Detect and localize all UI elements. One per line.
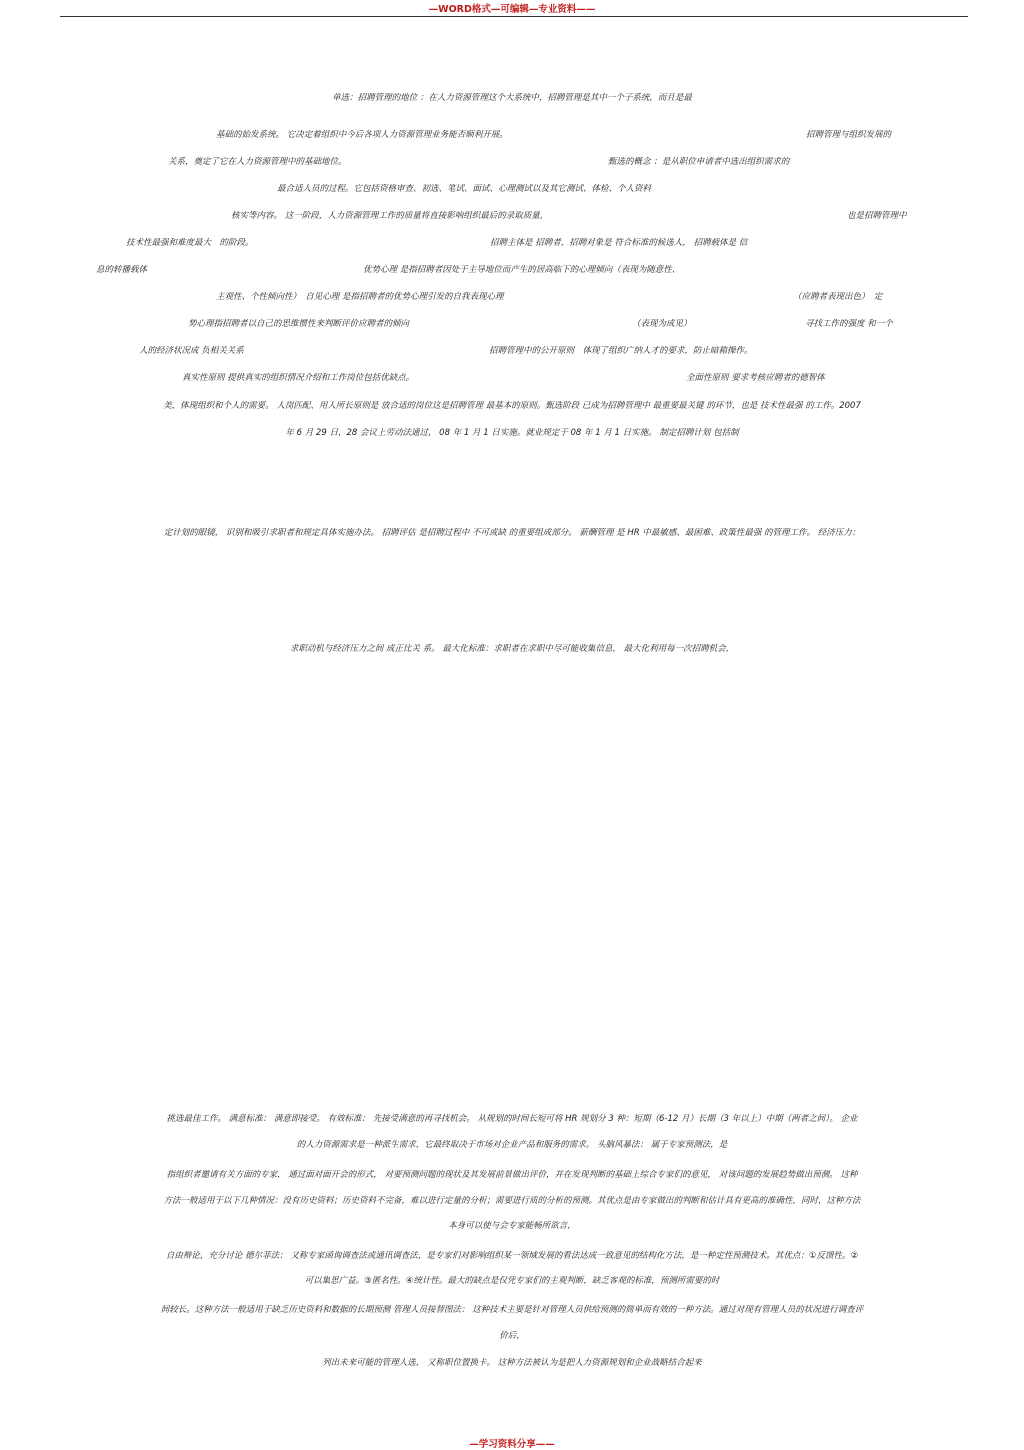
text-line: 主观性、个性倾向性） 自见心理 是指招聘者的优势心理引发的自我表现心理	[216, 292, 504, 302]
text-line: （应聘者表现出色） 定	[793, 292, 883, 302]
text-line: 定计划的眼镜， 识别和吸引求职者和规定具体实施办法。 招聘评估 是招聘过程中 不可或缺 的重要组成部分。 薪酬管理 是 HR 中最敏感、最困难、政策性最强 的管理工作。 经济压力：	[163, 528, 861, 538]
text-line: 年 6 月 29 日，28 会议上劳动法通过， 08 年 1 月 1 日实施。就业规定于 08 年 1 月 1 日实施。 制定招聘计划 包括制	[285, 428, 739, 438]
text-line: 真实性原则 提供真实的组织情况介绍和工作岗位包括优缺点。	[182, 373, 415, 383]
text-line: 间较长。这种方法一般适用于缺乏历史资料和数据的长期预测 管理人员接替图法： 这种技术主要是针对管理人员供给预测的简单而有效的一种方法。通过对现有管理人员的状况进行调查评	[160, 1305, 864, 1315]
text-line: 核实等内容。 这一阶段，人力资源管理工作的质量将直接影响组织最后的录取质量，	[231, 211, 549, 221]
text-line: 招聘主体是 招聘者，招聘对象是 符合标准的候选人， 招聘载体是 信	[490, 238, 748, 248]
text-line: 方法一般适用于以下几种情况：没有历史资料；历史资料不完备，难以进行定量的分析；需要进行质的分析的预测。其优点是由专家做出的判断和估计具有更高的准确性，同时，这种方法	[163, 1196, 861, 1206]
text-line: 指组织者邀请有关方面的专家， 通过面对面开会的形式， 对要预测问题的现状及其发展前景做出评价，并在发现判断的基础上综合专家们的意见， 对该问题的发展趋势做出预测。 这种	[166, 1170, 858, 1180]
text-line: 基础的始发系统。 它决定着组织中今后各项人力资源管理业务能否顺利开展。	[216, 130, 508, 140]
text-line: 最合适人员的过程。它包括资格审查、初选、笔试、面试、心理测试以及其它测试、体检、个人资料	[277, 184, 652, 194]
text-line: 也是招聘管理中	[847, 211, 907, 221]
text-line: （表现为成见）	[632, 319, 692, 329]
text-line: 可以集思广益。③匿名性。④统计性。最大的缺点是仅凭专家们的主观判断，缺乏客观的标准，预测所需要的时	[304, 1276, 720, 1286]
text-line: 寻找工作的强度 和一个	[805, 319, 893, 329]
text-line: 全面性原则 要求考核应聘者的德智体	[686, 373, 825, 383]
page-footer: —学习资料分享——	[469, 1439, 555, 1450]
text-line: 的人力资源需求是一种派生需求，它最终取决于市场对企业产品和服务的需求。 头脑风暴法： 属于专家预测法，是	[296, 1140, 728, 1150]
text-line: 招聘管理与组织发展的	[806, 130, 892, 140]
text-line: 价后，	[499, 1331, 525, 1341]
text-line: 息的转播载体	[96, 265, 148, 275]
text-line: 优势心理 是指招聘者因处于主导地位而产生的居高临下的心理倾向（表现为随意性、	[363, 265, 681, 275]
page-header: —WORD格式—可编辑—专业资料——	[428, 4, 596, 15]
text-line: 招聘管理中的公开原则 体现了组织广纳人才的要求，防止暗箱操作。	[489, 346, 753, 356]
text-line: 挑选最佳工作。 满意标准： 满意即接受。 有效标准： 先接受满意的再寻找机会。 从规划的时间长短可将 HR 规划分 3 种：短期（6-12 月）长期（3 年以上）中期（两者之间）。 企业	[166, 1114, 858, 1124]
text-line: 美，体现组织和个人的需要。 人岗匹配、用人所长原则是 放合适的岗位这是招聘管理 最基本的原则。甄选阶段 已成为招聘管理中 最重要最关键 的环节，也是 技术性最强 的工作。2007	[163, 401, 861, 411]
text-line: 自由辩论，充分讨论 德尔菲法： 又称专家函询调查法或通讯调查法，是专家们对影响组织某一领域发展的看法达成一致意见的结构化方法，是一种定性预测技术。其优点：①反馈性。②	[165, 1251, 859, 1261]
text-line: 势心理指招聘者以自己的思维惯性来判断评价应聘者的倾向	[188, 319, 410, 329]
header-rule	[60, 16, 968, 17]
text-line: 本身可以使与会专家能畅所欲言，	[448, 1221, 576, 1231]
text-line: 列出未来可能的管理人选， 又称职位置换卡。 这种方法被认为是把人力资源规划和企业战略结合起来	[322, 1358, 702, 1368]
text-line: 单选：招聘管理的地位 ：在人力资源管理这个大系统中，招聘管理是其中一个子系统，而且是最	[332, 93, 692, 103]
text-line: 人的经济状况成 负相关关系	[139, 346, 244, 356]
text-line: 甄选的概念 ：是从职位申请者中选出组织需求的	[608, 157, 790, 167]
text-line: 技术性最强和难度最大 的阶段。	[126, 238, 254, 248]
text-line: 关系，奠定了它在人力资源管理中的基础地位。	[168, 157, 347, 167]
text-line: 求职动机与经济压力之间 成正比关 系。 最大化标准：求职者在求职中尽可能收集信息， 最大化利用每一次招聘机会，	[289, 644, 735, 654]
